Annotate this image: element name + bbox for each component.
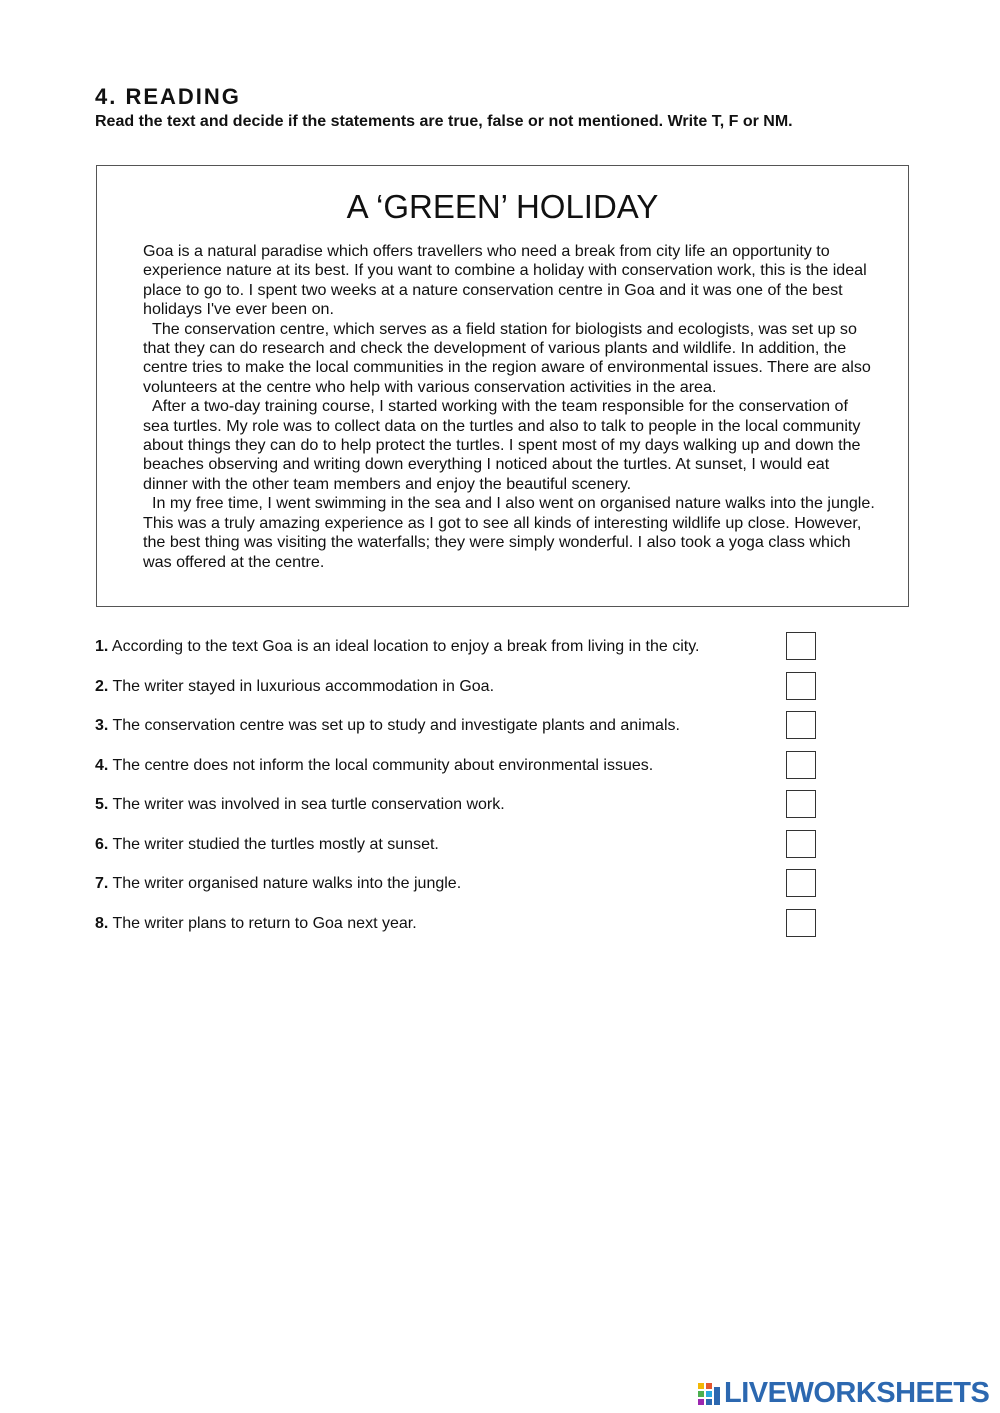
question-item [95,709,825,749]
question-text: The writer organised nature walks into the jungle. [112,875,462,892]
question-text: The conservation centre was set up to study and investigate plants and animals. [112,717,680,734]
reading-paragraph: The conservation centre, which serves as a field station for biologists and ecologists, was set up so that they can do research and check the development of various plants and wildlife. In addition, the centre tries to make the local communities in the region aware of environmental issues. There are also volunteers at the centre who help with various conservation activities in the area. [143,319,871,396]
question-item [95,828,825,868]
answer-box[interactable] [786,790,816,818]
question-item [95,749,825,789]
answer-box[interactable] [786,751,816,779]
answer-box[interactable] [786,632,816,660]
question-number: 2. [95,677,109,695]
question-item [95,907,825,947]
question-number: 8. [95,914,109,932]
answer-box[interactable] [786,869,816,897]
question-item [95,867,825,907]
question-number: 3. [95,717,109,734]
logo-text: LIVEWORKSHEETS [724,1376,990,1409]
question-number: 1. [95,638,109,655]
question-item [95,630,825,670]
question-item [95,670,825,710]
question-text: According to the text Goa is an ideal location to enjoy a break from living in the city. [111,638,700,655]
reading-paragraph: After a two-day training course, I started working with the team responsible for the conservation of sea turtles. My role was to collect data on the turtles and also to talk to people in the local community about things they can do to help protect the turtles. I spent most of my days walking up and down the beaches observing and writing down everything I noticed about the turtles. At sunset, I would eat dinner with the other team members and enjoy the beautiful scenery. [143,397,861,493]
question-text: The writer was involved in sea turtle conservation work. [112,796,505,813]
liveworksheets-logo-icon [697,1380,721,1406]
question-number: 5. [95,796,109,813]
instructions: Read the text and decide if the statements are true, false or not mentioned. Write T, F or NM. [95,113,793,130]
question-number: 4. [95,756,109,774]
question-text: The writer plans to return to Goa next year. [112,914,417,932]
question-text: The writer stayed in luxurious accommodation in Goa. [112,677,495,695]
question-text: The centre does not inform the local community about environmental issues. [112,756,654,774]
reading-title: A ‘GREEN’ HOLIDAY [346,188,659,225]
reading-paragraph: In my free time, I went swimming in the sea and I also went on organised nature walks into the jungle. This was a truly amazing experience as I got to see all kinds of interesting wildlife up close. However, the best thing was visiting the waterfalls; they were simply wonderful. I also took a yoga class which was offered at the centre. [143,494,875,571]
answer-box[interactable] [786,672,816,700]
question-number: 7. [95,875,109,892]
section-title: 4. READING [95,84,241,109]
reading-text-box [96,165,909,607]
question-list [95,630,825,946]
reading-paragraph: Goa is a natural paradise which offers travellers who need a break from city life an opportunity to experience nature at its best. If you want to combine a holiday with conservation work, this is the ideal place to go to. I spent two weeks at a nature conservation centre in Goa and it was one of the best holidays I've ever been on. [143,242,867,319]
answer-box[interactable] [786,909,816,937]
liveworksheets-logo [697,1378,989,1408]
question-number: 6. [95,835,109,853]
question-item [95,788,825,828]
answer-box[interactable] [786,711,816,739]
reading-body [143,242,878,572]
answer-box[interactable] [786,830,816,858]
question-text: The writer studied the turtles mostly at sunset. [112,835,439,853]
